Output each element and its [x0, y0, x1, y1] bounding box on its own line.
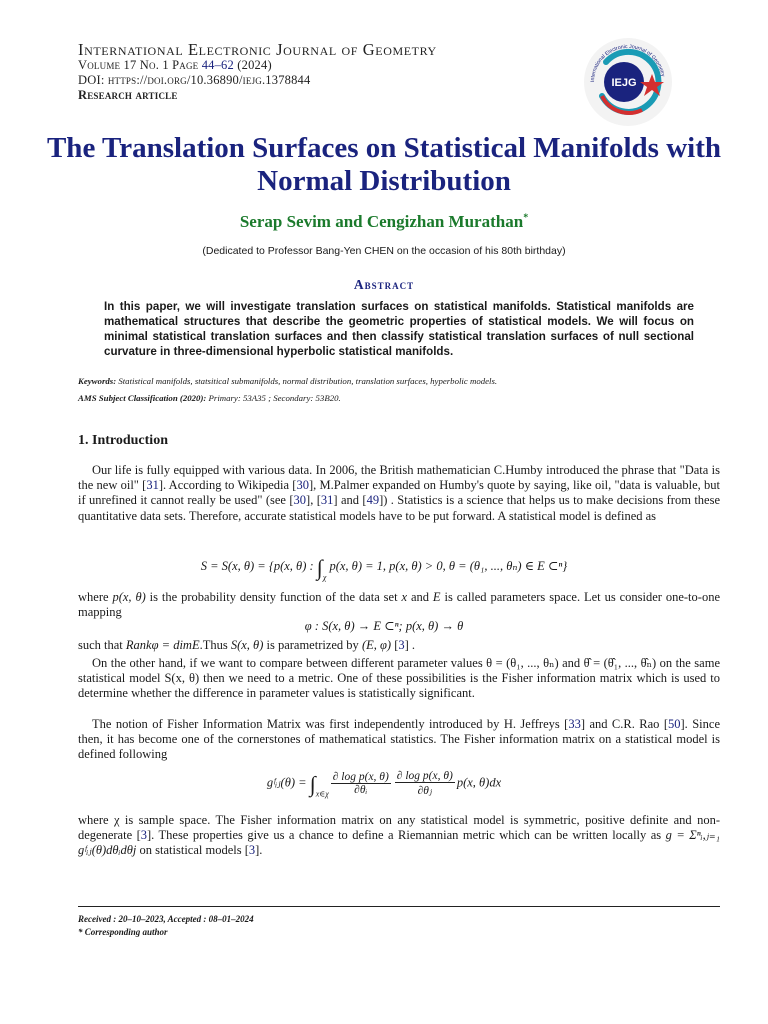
ams-text: Primary: 53A35 ; Secondary: 53B20. [208, 393, 341, 403]
volume-prefix: Volume 17 No. 1 Page [78, 58, 199, 72]
paragraph-5: The notion of Fisher Information Matrix was first independently introduced by H. Jeffreys [33] and C.R. Rao [50]. Since then, it has become one of the cornerstones of mathematical statistics. The Fisher information matrix on a statistical model is defined following [78, 717, 721, 762]
author-names: Serap Sevim and Cengizhan Murathan [239, 212, 524, 231]
keywords-label: Keywords: [78, 376, 117, 386]
citation-link[interactable]: 3 [398, 638, 405, 652]
paragraph-6: where χ is sample space. The Fisher information matrix on any statistical model is symmetric, positive definite and non-degenerate [3]. These properties give us a chance to define a Riemannian metric which can be written locally as g = Σⁿᵢ,ⱼ₌₁ gᶠᵢⱼ(θ)dθᵢdθj on statistical models [3]. [78, 813, 720, 858]
citation-link[interactable]: 50 [668, 717, 681, 731]
year: (2024) [237, 58, 272, 72]
pages-link[interactable]: 44–62 [201, 58, 234, 72]
keywords [78, 376, 718, 386]
ams-label: AMS Subject Classification (2020): [78, 393, 207, 403]
dedication: (Dedicated to Professor Bang-Yen CHEN on the occasion of his 80th birthday) [202, 245, 566, 257]
received-accepted-dates: Received : 20–10–2023, Accepted : 08–01–2024 [78, 914, 254, 924]
citation-link[interactable]: 3 [140, 828, 148, 843]
equation-mapping: φ : S(x, θ) → E ⊂ⁿ; p(x, θ) → θ [304, 619, 464, 633]
citation-link[interactable]: 3 [248, 843, 256, 858]
equation-fisher-information: gᶠᵢⱼ(θ) = $\int_{x\in\chi}$ $\frac{\text{∂ log p(x, θ)}}{\text{∂θᵢ}}$ $\frac{\text{∂ log p(x, θ)}}{\text{∂θⱼ}}$ p(x, θ)dx [266, 770, 502, 799]
journal-title: International Electronic Journal of Geometry [78, 40, 437, 59]
citation-link[interactable]: 33 [568, 717, 581, 731]
doi-line[interactable]: DOI: https://doi.org/10.36890/iejg.1378844 [78, 73, 311, 87]
citation-link[interactable]: 49 [366, 493, 380, 508]
abstract-body: In this paper, we will investigate translation surfaces on statistical manifolds. Statistical manifolds are mathematical structures that describe the geometric properties of statistical models. We will focus on minimal statistical translation surfaces and then classify statistical translation surfaces of null sectional curvature in three-dimensional hyperbolic statistical manifolds. [104, 300, 694, 358]
citation-link[interactable]: 30 [296, 478, 309, 493]
citation-link[interactable]: 31 [320, 493, 334, 508]
citation-link[interactable]: 30 [293, 493, 307, 508]
paper-title: The Translation Surfaces on Statistical Manifolds with Normal Distribution [46, 132, 722, 197]
corresponding-mark: * [523, 212, 529, 224]
article-type: Research article [78, 88, 178, 102]
volume-line [78, 58, 272, 73]
iejg-logo [580, 34, 676, 130]
logo-ring-text: International Electronic Journal of Geometry [589, 43, 666, 83]
paragraph-3: such that Rankφ = dimE.Thus S(x, θ) is parametrized by (E, φ) [3] . [78, 638, 416, 652]
paragraph-4: On the other hand, if we want to compare between different parameter values θ = (θ₁, ..., θₙ) and θ̂ = (θ̂₁, ..., θ̂ₙ) on the same statistical model S(x, θ) then we need to a metric. One of these possibilities is the Fisher information matrix which is used to determine whether the difference in parameter values is statistically significant. [78, 656, 720, 701]
fraction: $\frac{\text{∂ log p(x, θ)}}{\text{∂θⱼ}}$ [396, 770, 453, 797]
fraction: $\frac{\text{∂ log p(x, θ)}}{\text{∂θᵢ}}$ [332, 771, 389, 796]
logo-text: IEJG [611, 77, 637, 89]
abstract-heading: Abstract [353, 277, 415, 292]
equation-statistical-model: S = S(x, θ) = {p(x, θ) : $\int_\chi$ p(x, θ) = 1, p(x, θ) > 0, θ = (θ₁, ..., θₙ) ∈ E ⊂ⁿ} [200, 555, 568, 582]
section-heading-introduction: 1. Introduction [78, 433, 168, 448]
ams-classification [78, 393, 718, 403]
corresponding-author-note: * Corresponding author [78, 927, 168, 937]
keywords-text: Statistical manifolds, statsitical submanifolds, normal distribution, translation surfaces, hyperbolic models. [118, 376, 498, 386]
footer-divider [78, 906, 720, 907]
authors [40, 212, 728, 232]
citation-link[interactable]: 31 [146, 478, 159, 493]
paragraph-1: Our life is fully equipped with various data. In 2006, the British mathematician C.Humby introduced the phrase that "Data is the new oil" [31]. According to Wikipedia [30], M.Palmer expanded on Humby's quote by saying, like oil, "data is valuable, but if unrefined it cannot really be used" (see [30], [31] and [49]) . Statistics is a science that helps us to make decisions from these quantitative data sets. Therefore, accurate statistical models have to be put forward. A statistical model is defined as [78, 463, 721, 523]
paragraph-2: where p(x, θ) is the probability density function of the data set x and E is called parameters space. Let us consider one-to-one mapping [78, 590, 720, 620]
